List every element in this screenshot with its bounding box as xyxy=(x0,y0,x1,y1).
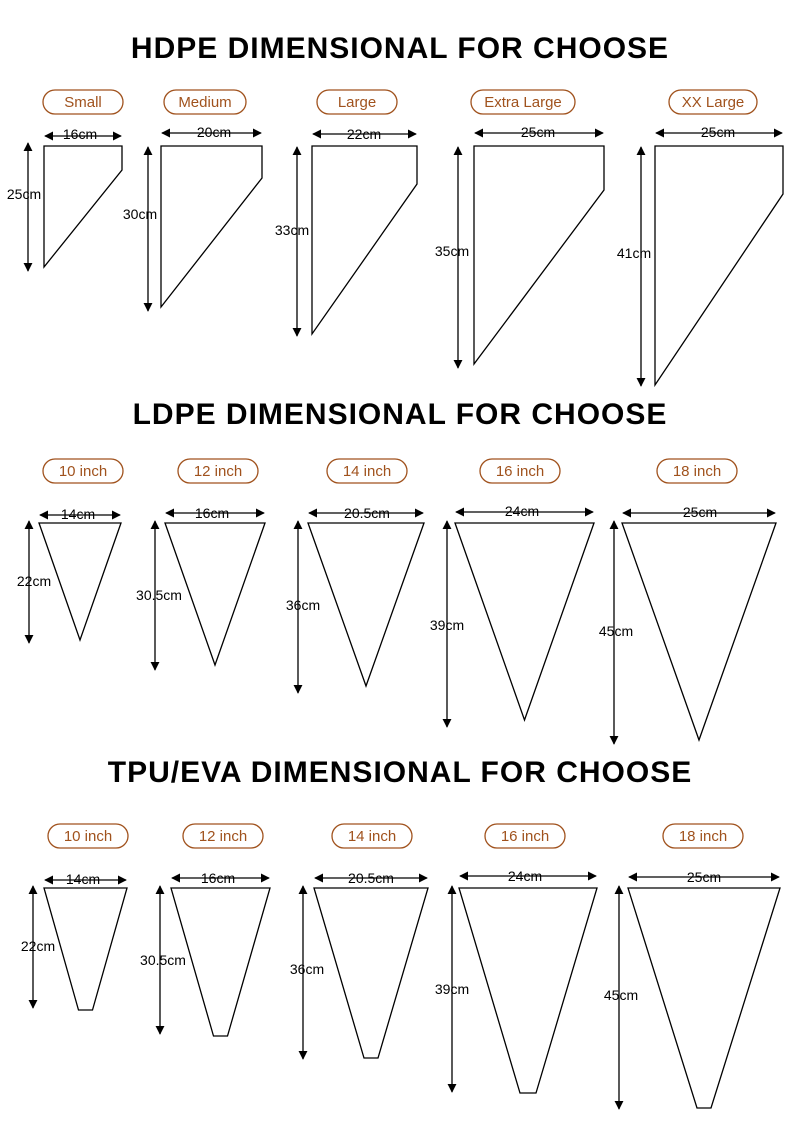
bag-outline xyxy=(622,523,776,740)
bag-size-0 xyxy=(21,824,128,1010)
size-label: XX Large xyxy=(681,94,745,111)
height-label: 22cm xyxy=(16,573,52,589)
height-label: 30.5cm xyxy=(140,952,186,968)
bag-outline xyxy=(44,146,122,267)
bag-outline xyxy=(474,146,604,364)
bag-size-2 xyxy=(275,90,417,336)
bag-size-3 xyxy=(435,824,597,1093)
bag-outline xyxy=(39,523,121,640)
height-label: 22cm xyxy=(20,938,56,954)
width-label: 14cm xyxy=(60,506,96,522)
bag-outline xyxy=(455,523,594,720)
size-label: Small xyxy=(64,94,102,111)
size-label: 10 inch xyxy=(58,463,108,480)
size-label: 16 inch xyxy=(500,828,550,845)
size-label: Medium xyxy=(178,94,232,111)
height-label: 45cm xyxy=(598,623,634,639)
bag-size-3 xyxy=(430,459,594,727)
bag-size-1 xyxy=(140,824,270,1036)
size-label: Extra Large xyxy=(484,94,562,111)
section-ldpe xyxy=(17,398,776,744)
size-label: 18 inch xyxy=(672,463,722,480)
bag-size-4 xyxy=(599,459,776,744)
bag-size-3 xyxy=(435,90,604,368)
bag-size-1 xyxy=(136,459,265,670)
width-label: 16cm xyxy=(194,505,230,521)
section-title: LDPE DIMENSIONAL FOR CHOOSE xyxy=(132,398,668,431)
width-label: 24cm xyxy=(504,503,540,519)
bag-outline xyxy=(314,888,428,1058)
width-label: 20.5cm xyxy=(344,505,390,521)
section-title: HDPE DIMENSIONAL FOR CHOOSE xyxy=(130,32,670,65)
size-label: 10 inch xyxy=(63,828,113,845)
size-label: 16 inch xyxy=(495,463,545,480)
height-label: 39cm xyxy=(429,617,465,633)
size-label: 12 inch xyxy=(198,828,248,845)
width-label: 20.5cm xyxy=(348,870,394,886)
width-label: 22cm xyxy=(346,126,382,142)
bag-outline xyxy=(308,523,424,686)
height-label: 39cm xyxy=(434,981,470,997)
bag-size-4 xyxy=(604,824,780,1109)
bag-size-2 xyxy=(290,824,428,1059)
width-label: 25cm xyxy=(682,504,718,520)
size-label: 14 inch xyxy=(342,463,392,480)
section-hdpe xyxy=(7,32,783,386)
size-label: 12 inch xyxy=(193,463,243,480)
width-label: 24cm xyxy=(507,868,543,884)
bag-size-2 xyxy=(286,459,424,693)
bag-outline xyxy=(312,146,417,334)
width-label: 25cm xyxy=(700,124,736,140)
height-label: 30cm xyxy=(122,206,158,222)
bag-outline xyxy=(161,146,262,307)
size-label: Large xyxy=(337,94,377,111)
size-label: 18 inch xyxy=(678,828,728,845)
bag-size-0 xyxy=(7,90,123,271)
bag-outline xyxy=(655,146,783,385)
height-label: 36cm xyxy=(285,597,321,613)
height-label: 35cm xyxy=(434,243,470,259)
height-label: 25cm xyxy=(6,186,42,202)
width-label: 16cm xyxy=(200,870,236,886)
bag-outline xyxy=(628,888,780,1108)
width-label: 20cm xyxy=(196,124,232,140)
bag-size-1 xyxy=(123,90,262,311)
bag-outline xyxy=(44,888,127,1010)
section-title: TPU/EVA DIMENSIONAL FOR CHOOSE xyxy=(107,756,693,789)
section-tpu xyxy=(21,756,780,1109)
height-label: 45cm xyxy=(603,987,639,1003)
width-label: 16cm xyxy=(62,126,98,142)
height-label: 33cm xyxy=(274,222,310,238)
bag-size-0 xyxy=(17,459,123,643)
height-label: 30.5cm xyxy=(136,587,182,603)
width-label: 25cm xyxy=(520,124,556,140)
size-label: 14 inch xyxy=(347,828,397,845)
width-label: 25cm xyxy=(686,869,722,885)
height-label: 41cm xyxy=(616,245,652,261)
height-label: 36cm xyxy=(289,961,325,977)
bag-outline xyxy=(459,888,597,1093)
bag-size-4 xyxy=(617,90,783,386)
width-label: 14cm xyxy=(65,871,101,887)
